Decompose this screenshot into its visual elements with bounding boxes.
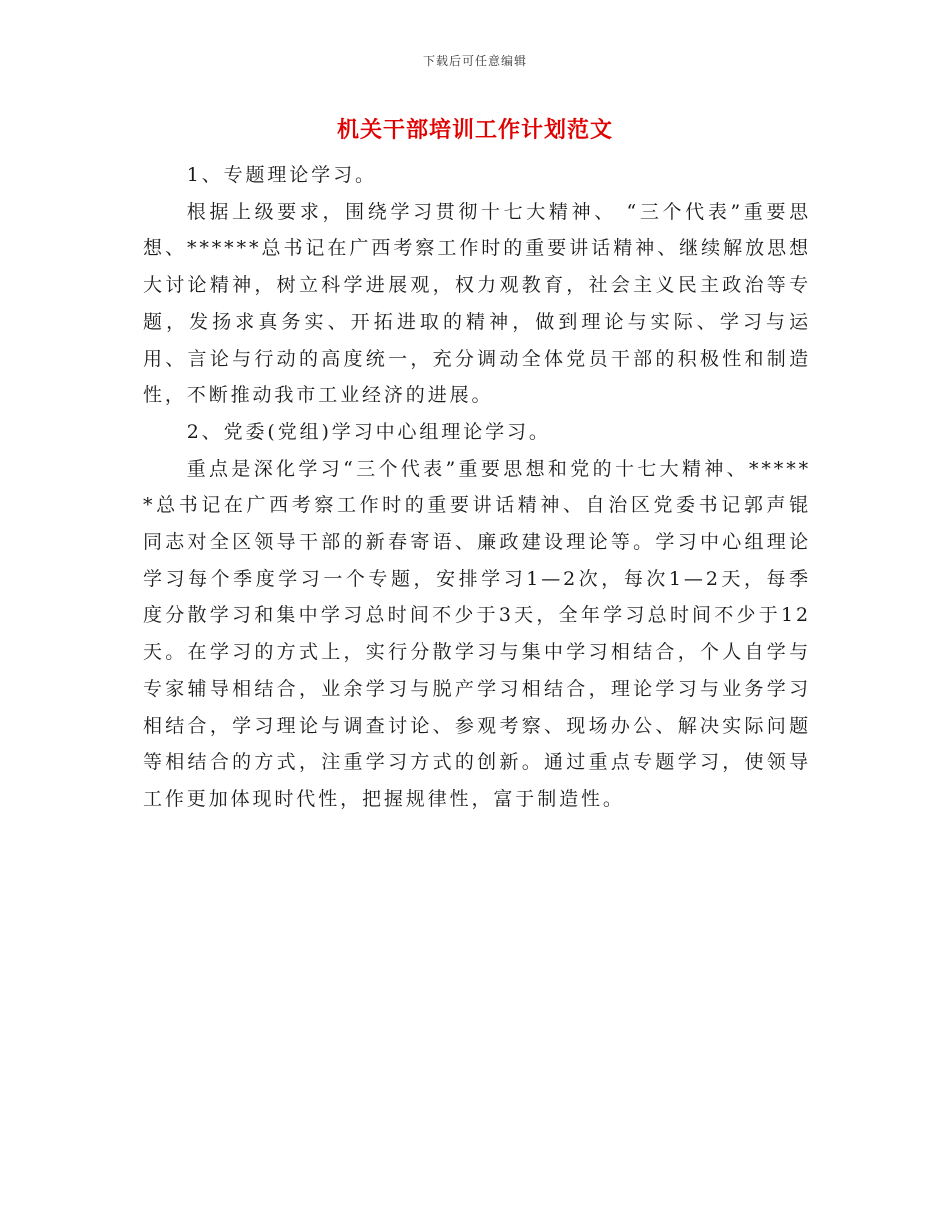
header-note: 下载后可任意编辑: [422, 54, 527, 68]
section-heading-2: 2、党委(党组)学习中心组理论学习。: [186, 420, 551, 443]
document-body: [143, 157, 811, 818]
paragraph-2: 重点是深化学习“三个代表”重要思想和党的十七大精神、******总书记在广西考察工作时的重要讲话精神、自治区党委书记郭声锟同志对全区领导干部的新春寄语、廉政建设理论等。学习中心组理论学习每个季度学习一个专题，安排学习1—2次，每次1—2天，每季度分散学习和集中学习总时间不少于3天，全年学习总时间不少于12天。在学习的方式上，实行分散学习与集中学习相结合，个人自学与专家辅导相结合，业余学习与脱产学习相结合，理论学习与业务学习相结合，学习理论与调查讨论、参观考察、现场办公、解决实际问题等相结合的方式，注重学习方式的创新。通过重点专题学习，使领导工作更加体现时代性，把握规律性，富于制造性。: [143, 457, 811, 810]
paragraph-1: 根据上级要求，围绕学习贯彻十七大精神、 “三个代表”重要思想、******总书记在广西考察工作时的重要讲话精神、继续解放思想大讨论精神，树立科学进展观，权力观教育，社会主义民主政治等专题，发扬求真务实、开拓进取的精神，做到理论与实际、学习与运用、言论与行动的高度统一，充分调动全体党员干部的积极性和制造性，不断推动我市工业经济的进展。: [143, 200, 811, 407]
section-heading-1: 1、专题理论学习。: [186, 164, 377, 186]
document-title: 机关干部培训工作计划范文: [336, 117, 613, 143]
